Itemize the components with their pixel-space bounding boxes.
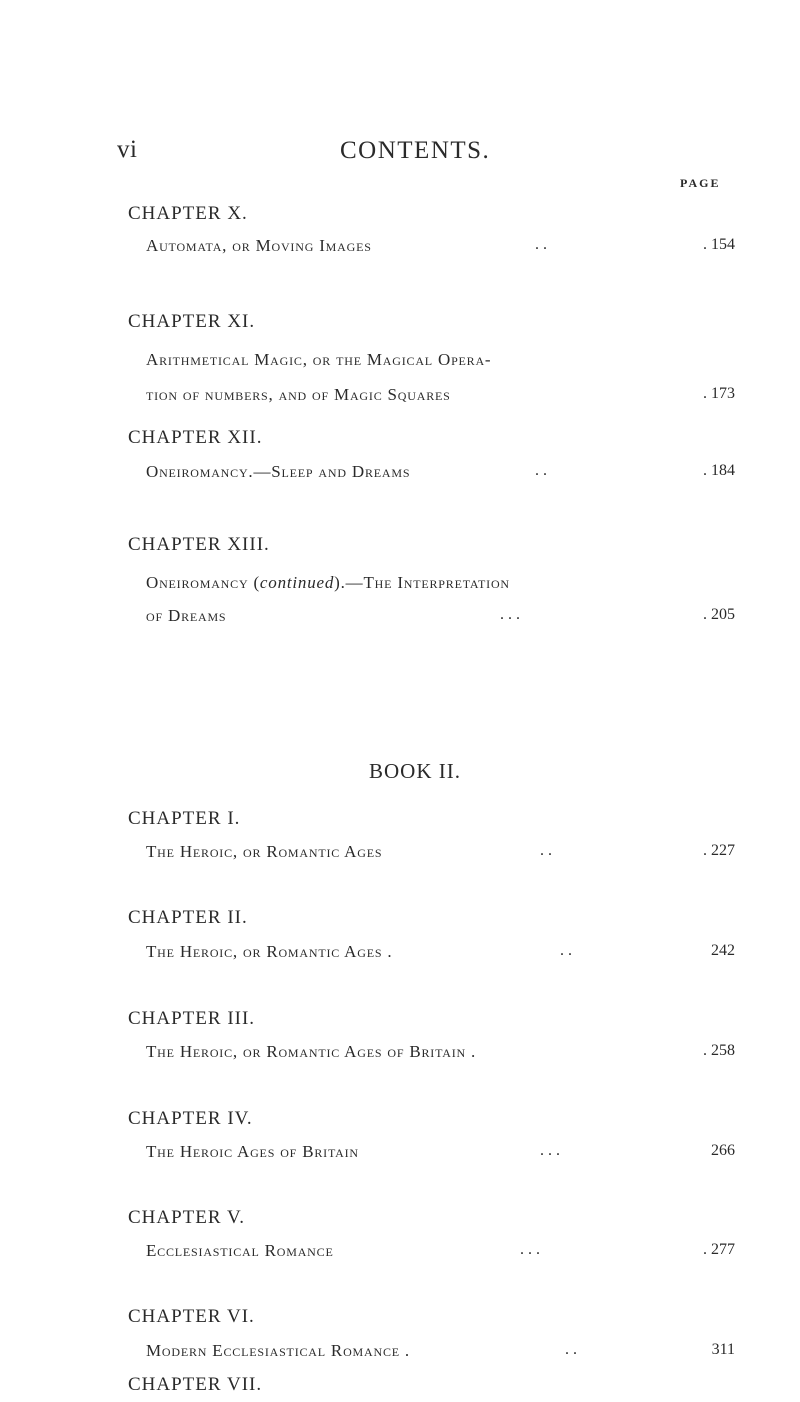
- page-number: 242: [711, 942, 735, 959]
- page-number: . 205: [703, 606, 735, 623]
- page-number: 311: [711, 1341, 735, 1358]
- chapter-heading: CHAPTER X.: [128, 203, 248, 224]
- page-folio: vi: [117, 136, 138, 163]
- chapter-title-continued: tion of numbers, and of Magic Squares: [146, 385, 451, 404]
- chapter-title: Automata, or Moving Images: [146, 236, 372, 255]
- chapter-heading: CHAPTER XII.: [128, 427, 263, 448]
- chapter-title: Modern Ecclesiastical Romance .: [146, 1341, 410, 1360]
- chapter-title: The Heroic Ages of Britain: [146, 1142, 359, 1161]
- chapter-title-italic: continued: [259, 573, 335, 592]
- dot-leader: . .: [565, 1341, 577, 1358]
- chapter-heading: CHAPTER VI.: [128, 1306, 255, 1327]
- dot-leader: . . .: [520, 1241, 540, 1258]
- chapter-title: The Heroic, or Romantic Ages of Britain .: [146, 1042, 477, 1061]
- chapter-title: [146, 573, 510, 593]
- dot-leader: . .: [560, 942, 572, 959]
- page-number: . 227: [703, 842, 735, 859]
- chapter-title: The Heroic, or Romantic Ages .: [146, 942, 393, 961]
- dot-leader: . .: [535, 236, 547, 253]
- chapter-heading: CHAPTER XIII.: [128, 534, 270, 555]
- chapter-title: Arithmetical Magic, or the Magical Opera-: [146, 350, 492, 369]
- dot-leader: . . .: [540, 1142, 560, 1159]
- chapter-title: Oneiromancy.—Sleep and Dreams: [146, 462, 411, 481]
- chapter-heading: CHAPTER XI.: [128, 311, 256, 332]
- chapter-heading: CHAPTER III.: [128, 1008, 256, 1029]
- page-number: . 184: [703, 462, 735, 479]
- running-title: CONTENTS.: [340, 137, 491, 164]
- chapter-heading: CHAPTER I.: [128, 808, 241, 829]
- chapter-heading: CHAPTER IV.: [128, 1108, 253, 1129]
- chapter-title-part: ).—The Interpretation: [334, 573, 510, 592]
- page-number: . 277: [703, 1241, 735, 1258]
- chapter-title-part: Oneiromancy (: [146, 573, 260, 592]
- page-number: . 154: [703, 236, 735, 253]
- dot-leader: . . .: [500, 606, 520, 623]
- page-number: . 173: [703, 385, 735, 402]
- page-number: . 258: [703, 1042, 735, 1059]
- dot-leader: . .: [535, 462, 547, 479]
- book-heading-text: BOOK II.: [369, 759, 461, 783]
- chapter-heading: CHAPTER VII.: [128, 1374, 263, 1395]
- dot-leader: . .: [540, 842, 552, 859]
- chapter-title: The Heroic, or Romantic Ages: [146, 842, 383, 861]
- chapter-title-continued: of Dreams: [146, 606, 227, 625]
- chapter-heading: CHAPTER V.: [128, 1207, 245, 1228]
- chapter-title: Ecclesiastical Romance: [146, 1241, 334, 1260]
- page-number: 266: [711, 1142, 735, 1159]
- book-heading: [0, 759, 800, 784]
- chapter-heading: CHAPTER II.: [128, 907, 248, 928]
- page-column-label: PAGE: [680, 176, 721, 190]
